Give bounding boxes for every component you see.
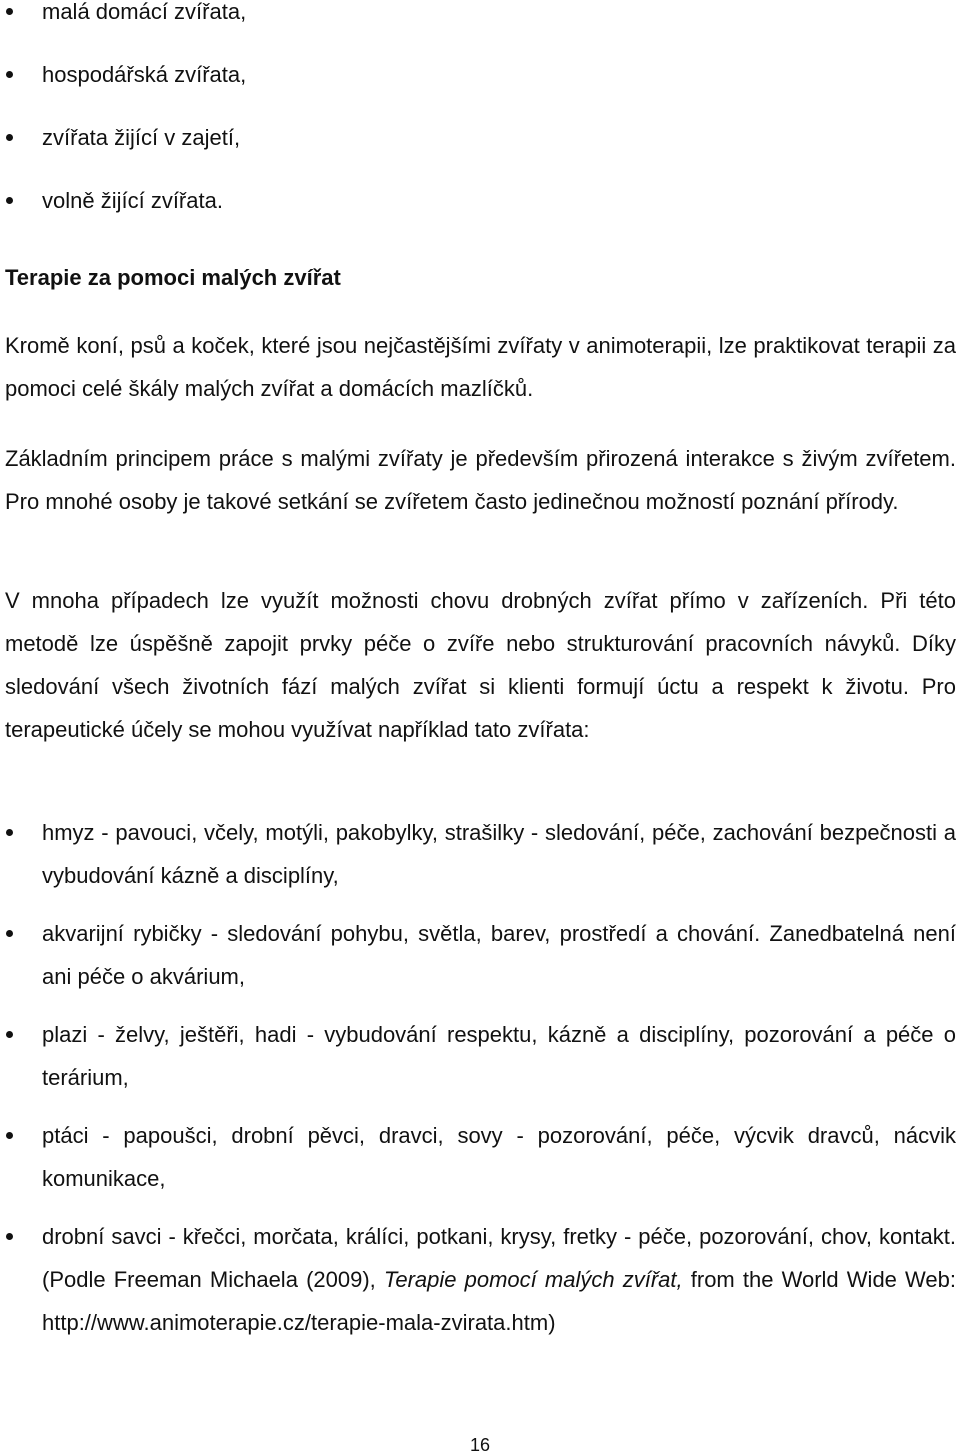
animal-categories-list [0,0,956,242]
cited-title: Terapie pomocí malých zvířat, [383,1267,683,1292]
bullet-icon [6,930,13,937]
list-item-text: volně žijící zvířata. [42,188,223,213]
page-number: 16 [469,1435,491,1455]
paragraph-cases: V mnoha případech lze využít možnosti chovu drobných zvířat přímo v zařízeních. Při této metodě lze úspěšně zapojit prvky péče o zvíře nebo strukturování pracovních návyků. Díky sledování všech životních fází malých zvířat si klienti formují úctu a respekt k životu. Pro terapeutické účely se mohou využívat například tato zvířata: [5,588,956,742]
list-item-text: zvířata žijící v zajetí, [42,125,241,150]
list-item [0,0,956,53]
bullet-icon [6,8,13,15]
list-item-text: ptáci - papoušci, drobní pěvci, dravci, sovy - pozorování, péče, výcvik dravců, nácvik komunikace, [42,1123,956,1191]
list-item [0,53,956,116]
bullet-icon [6,829,13,836]
therapy-animals-list [0,811,956,1359]
list-item-text: drobní savci - křečci, morčata, králíci, potkani, krysy, fretky - péče, pozorování, chov, kontakt. (Podle Freeman Michaela (2009), [42,1224,956,1292]
list-item [0,1215,956,1344]
list-item-text: akvarijní rybičky - sledování pohybu, světla, barev, prostředí a chování. Zanedbatelná není ani péče o akvárium, [42,921,956,989]
section-heading: Terapie za pomoci malých zvířat [5,265,341,290]
list-item-text: malá domácí zvířata, [42,0,247,24]
bullet-icon [6,1233,13,1240]
bullet-icon [6,197,13,204]
list-item-text: hospodářská zvířata, [42,62,247,87]
paragraph-principle: Základním principem práce s malými zvířaty je především přirozená interakce s živým zvířetem. Pro mnohé osoby je takové setkání se zvířetem často jedinečnou možností poznání přírody. [5,446,956,514]
bullet-icon [6,134,13,141]
list-item [0,1013,956,1099]
citation-source: from the World Wide Web: http://www.animoterapie.cz/terapie-mala-zvirata.htm) [42,1267,956,1335]
list-item [0,912,956,998]
list-item-text: hmyz - pavouci, včely, motýli, pakobylky, strašilky - sledování, péče, zachování bezpečnosti a vybudování kázně a disciplíny, [42,820,956,888]
bullet-icon [6,71,13,78]
list-item [0,1114,956,1200]
list-item [0,811,956,897]
list-item-text: plazi - želvy, ještěři, hadi - vybudování respektu, kázně a disciplíny, pozorování a péče o terárium, [42,1022,956,1090]
bullet-icon [6,1132,13,1139]
paragraph-intro: Kromě koní, psů a koček, které jsou nejčastějšími zvířaty v animoterapii, lze praktikovat terapii za pomoci celé škály malých zvířat a domácích mazlíčků. [5,333,956,401]
list-item [0,179,956,242]
list-item [0,116,956,179]
bullet-icon [6,1031,13,1038]
